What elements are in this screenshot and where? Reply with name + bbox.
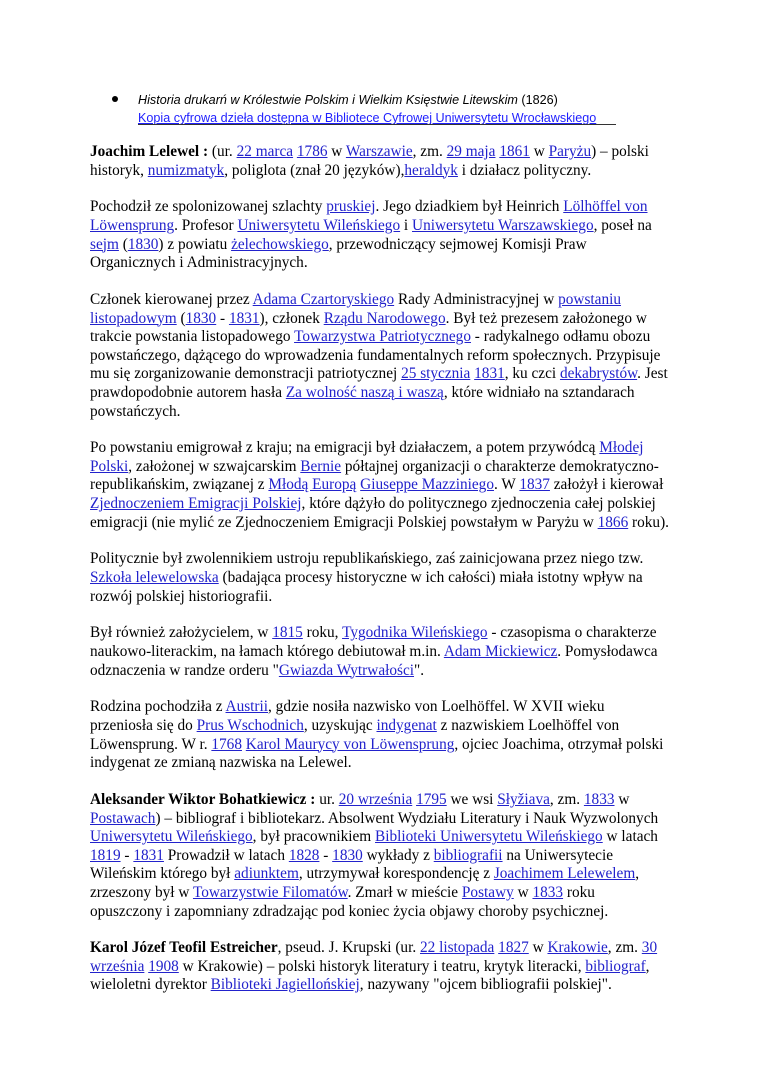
wiki-link[interactable]: Za wolność naszą i waszą	[285, 383, 444, 401]
wiki-link[interactable]: heraldyk	[404, 161, 458, 179]
wiki-link[interactable]: 1861	[499, 143, 530, 160]
wiki-link[interactable]: Uniwersytetu Wileńskiego	[237, 216, 401, 234]
text-run: roku opuszczony i zapomniany zdradzając pod koniec życia objawy choroby psychicznej.	[90, 883, 609, 920]
wiki-link[interactable]: 1866	[597, 513, 629, 531]
wiki-link[interactable]: 1830	[185, 309, 217, 327]
paragraph-lelewel-intro	[90, 143, 670, 180]
text-run: . Jest prawdopodobnie autorem hasła	[90, 365, 668, 401]
entry-heading: Karol Józef Teofil Estreicher	[90, 939, 278, 957]
text-run: . Profesor	[174, 216, 238, 234]
text-run: (	[118, 235, 128, 253]
wiki-link[interactable]: Giuseppe Mazziniego	[360, 476, 494, 494]
text-run: , które dążyło do politycznego zjednoczenia całej polskiej emigracji (nie mylić ze Zjednoczeniem Emigracji Polskiej powstałym w Paryżu w	[90, 495, 656, 531]
wiki-link[interactable]: Uniwersytetu Warszawskiego	[412, 216, 594, 234]
wiki-link[interactable]: numizmatyk	[147, 161, 225, 179]
wiki-link[interactable]: 20 września	[338, 790, 413, 808]
wiki-link[interactable]: 1827	[498, 939, 529, 957]
text-run: (ur.	[208, 143, 237, 160]
text-run: , zm.	[412, 143, 447, 160]
text-run: , ku czci	[504, 365, 560, 383]
text-run: , ojciec Joachima, otrzymał polski indygenat ze zmianą nazwiska na Lelewel.	[90, 735, 664, 772]
text-run: Po powstaniu emigrował z kraju; na emigracji był działaczem, a potem przywódcą	[90, 439, 600, 457]
text-run: ) – bibliograf i bibliotekarz. Absolwent Wydziału Literatury i Nauk Wyzwolonych	[155, 809, 659, 827]
bullet-dot-icon	[112, 96, 118, 102]
text-run: , przewodniczący sejmowej Komisji Praw Organicznych i Administracyjnych.	[90, 235, 587, 272]
text-run: . Był też prezesem założonego w trakcie powstania listopadowego	[90, 309, 647, 346]
wiki-link[interactable]: 1828	[288, 846, 320, 864]
text-run: -	[216, 309, 229, 327]
wiki-link[interactable]: Joachimem Lelewelem	[493, 865, 636, 883]
text-run: w	[529, 143, 549, 160]
text-run: . Jego dziadkiem był Heinrich	[375, 198, 564, 216]
entry-heading: Joachim Lelewel :	[90, 143, 209, 160]
wiki-link[interactable]: Słyžiava	[497, 790, 550, 808]
text-run: Rady Administracyjnej w	[394, 290, 559, 308]
wiki-link[interactable]: Biblioteki Jagiellońskiej	[210, 976, 360, 994]
text-run: ".	[414, 661, 425, 679]
wiki-link[interactable]: Bernie	[300, 457, 342, 475]
wiki-link[interactable]: 1795	[416, 790, 447, 808]
wiki-link[interactable]: Rządu Narodowego	[323, 309, 446, 327]
text-run: w	[528, 939, 548, 957]
wiki-link[interactable]: Postawach	[90, 809, 156, 827]
text-run: , nazywany "ojcem bibliografii polskiej".	[359, 976, 612, 994]
wiki-link[interactable]: Towarzystwa Patriotycznego	[294, 328, 471, 346]
paragraph-lelewel-family	[90, 698, 670, 772]
text-run: wykłady z	[362, 846, 434, 864]
wiki-link[interactable]: Paryżu	[548, 143, 592, 160]
text-run: (	[176, 309, 186, 327]
wiki-link[interactable]: Biblioteki Uniwersytetu Wileńskiego	[375, 828, 603, 846]
text-run: Prowadził w latach	[163, 846, 289, 864]
article-body	[90, 143, 670, 1013]
wiki-link[interactable]: bibliografii	[433, 846, 503, 864]
text-run: ) – polski historyk,	[90, 143, 649, 179]
paragraph-lelewel-member	[90, 291, 670, 421]
text-run: Był również założycielem, w	[90, 624, 273, 642]
bullet-title-italic: Historia drukarń w Królestwie Polskim i Wielkim Księstwie Litewskim	[138, 93, 518, 107]
text-run: i działacz polityczny.	[457, 161, 592, 179]
text-run: , poseł na	[593, 216, 652, 234]
wiki-link[interactable]: 25 stycznia	[401, 365, 471, 383]
wiki-link[interactable]: 22 listopada	[419, 939, 495, 957]
text-run: - czasopisma o charakterze naukowo-literackim, na łamach którego debiutował m.in.	[90, 624, 657, 660]
separator-line	[138, 124, 616, 125]
paragraph-lelewel-emigration	[90, 439, 670, 532]
wiki-link[interactable]: Adama Czartoryskiego	[252, 290, 395, 308]
wiki-link[interactable]: Prus Wschodnich	[196, 716, 304, 734]
wiki-link[interactable]: Uniwersytetu Wileńskiego	[90, 828, 253, 846]
paragraph-lelewel-republican	[90, 550, 670, 606]
text-run: , zrzeszony był w	[90, 865, 640, 901]
text-run: roku,	[302, 624, 343, 642]
text-run: i	[400, 216, 413, 234]
text-run: , był pracownikiem	[252, 828, 376, 846]
wiki-link[interactable]: Towarzystwie Filomatów	[192, 883, 348, 901]
wiki-link[interactable]: Młodą Europą	[268, 476, 357, 494]
text-run: założył i kierował	[549, 476, 664, 494]
wiki-link[interactable]: 1819	[90, 846, 121, 864]
text-run: , pseud. J. Krupski (ur.	[277, 939, 420, 957]
wiki-link[interactable]: 1815	[272, 624, 303, 642]
text-run: , założonej w szwajcarskim	[128, 457, 301, 475]
wiki-link[interactable]: adiunktem	[234, 865, 299, 883]
text-run: w Krakowie) – polski historyk literatury i teatru, krytyk literacki,	[178, 957, 586, 975]
wiki-link[interactable]: bibliograf	[585, 957, 646, 975]
text-run: w	[513, 883, 533, 901]
wiki-link[interactable]: 1786	[296, 143, 328, 160]
wiki-link[interactable]: sejm	[90, 235, 119, 253]
text-run: we wsi	[446, 790, 498, 808]
text-run: -	[120, 846, 134, 864]
text-run: na Uniwersytecie Wileńskim którego był	[90, 846, 613, 883]
bullet-title-year: (1826)	[521, 93, 558, 107]
text-run: , zm.	[549, 790, 584, 808]
paragraph-estreicher	[90, 939, 670, 995]
text-run: w	[614, 790, 630, 808]
text-run: ) z powiatu	[158, 235, 232, 253]
wiki-link[interactable]: powstaniu listopadowym	[90, 290, 622, 327]
wiki-link[interactable]: 1837	[519, 476, 550, 494]
wiki-link[interactable]: pruskiej	[326, 198, 376, 216]
wiki-link[interactable]: 1833	[583, 790, 615, 808]
text-run: . W	[493, 476, 520, 494]
wiki-link[interactable]: indygenat	[376, 716, 437, 734]
wiki-link[interactable]: Tygodnika Wileńskiego	[342, 624, 488, 642]
text-run: , utrzymywał korespondencję z	[298, 865, 494, 883]
text-run: Rodzina pochodziła z	[90, 698, 226, 716]
text-run: -	[319, 846, 333, 864]
text-run: , poliglota (znał 20 języków),	[224, 161, 405, 179]
text-run: w latach	[602, 828, 658, 846]
text-run: , wieloletni dyrektor	[90, 957, 650, 994]
wiki-link[interactable]: 1830	[332, 846, 363, 864]
bullet-title	[138, 91, 558, 110]
wiki-link[interactable]: Austrii	[225, 698, 269, 716]
text-run: z nazwiskiem Loelhöffel von Löwensprung. W r.	[90, 716, 620, 753]
paragraph-lelewel-origin	[90, 198, 670, 272]
wiki-link[interactable]: 1768	[211, 735, 242, 753]
text-run: Politycznie był zwolennikiem ustroju republikańskiego, zaś zainicjowana przez niego tzw.	[90, 550, 644, 568]
text-run: ur.	[315, 790, 339, 808]
text-run: , zm.	[607, 939, 642, 957]
wiki-link[interactable]: Lölhöffel von Löwensprung	[90, 198, 648, 234]
text-run: , uzyskując	[303, 716, 377, 734]
wiki-link[interactable]: Adam Mickiewicz	[443, 643, 558, 660]
wiki-link[interactable]: Zjednoczeniem Emigracji Polskiej	[90, 495, 302, 513]
text-run: w	[327, 143, 346, 160]
wiki-link[interactable]: 1908	[148, 957, 179, 975]
paragraph-bohatkiewicz	[90, 791, 670, 921]
wiki-link[interactable]: 1830	[127, 235, 159, 253]
text-run: . Zmarł w mieście	[347, 883, 462, 901]
wiki-link[interactable]: 1833	[532, 883, 564, 901]
text-run: roku).	[628, 513, 670, 531]
wiki-link[interactable]: dekabrystów	[559, 365, 638, 383]
wiki-link[interactable]: żelechowskiego	[231, 235, 329, 253]
wiki-link[interactable]: 1831	[133, 846, 164, 864]
text-run: ), członek	[259, 309, 324, 327]
wiki-link[interactable]: Szkoła lelewelowska	[90, 569, 219, 587]
wiki-link[interactable]: Postawy	[461, 883, 514, 901]
text-run: . Pomysłodawca odznaczenia w randze orderu "	[90, 643, 658, 679]
text-run: (badająca procesy historyczne w ich całości) miała istotny wpływ na rozwój polskiej historiografii.	[90, 569, 643, 605]
wiki-link[interactable]: Karol Maurycy von Löwensprung	[245, 735, 455, 753]
wiki-link[interactable]: Warszawie	[345, 143, 413, 160]
digital-copy-link[interactable]: Kopia cyfrowa dzieła dostępna w Bibliotece Cyfrowej Uniwersytetu Wrocławskiego	[138, 111, 597, 125]
paragraph-lelewel-founder	[90, 624, 670, 680]
text-run: Członek kierowanej przez	[90, 290, 253, 308]
text-run: półtajnej organizacji o charakterze demokratyczno-republikańskim, związanej z	[90, 457, 659, 494]
text-run: - radykalnego odłamu obozu powstańczego, dążącego do wprowadzenia fundamentalnych reform społecznych. Przypisuje mu się zorganizowanie demonstracji patriotycznej	[90, 328, 661, 383]
text-run: , gdzie nosiła nazwisko von Loelhöffel. W XVII wieku przeniosła się do	[90, 698, 605, 734]
entry-heading: Aleksander Wiktor Bohatkiewicz :	[90, 790, 316, 808]
wiki-link[interactable]: 22 marca	[236, 143, 294, 160]
text-run: Pochodził ze spolonizowanej szlachty	[90, 198, 327, 216]
wiki-link[interactable]: 1831	[474, 365, 505, 383]
wiki-link[interactable]: 30 września	[90, 939, 658, 975]
text-run: , które widniało na sztandarach powstańczych.	[90, 383, 635, 420]
wiki-link[interactable]: 1831	[228, 309, 260, 327]
wiki-link[interactable]: Gwiazda Wytrwałości	[278, 661, 415, 679]
wiki-link[interactable]: Krakowie	[547, 939, 608, 957]
wiki-link[interactable]: Młodej Polski	[90, 439, 644, 475]
wiki-link[interactable]: 29 maja	[446, 143, 496, 160]
